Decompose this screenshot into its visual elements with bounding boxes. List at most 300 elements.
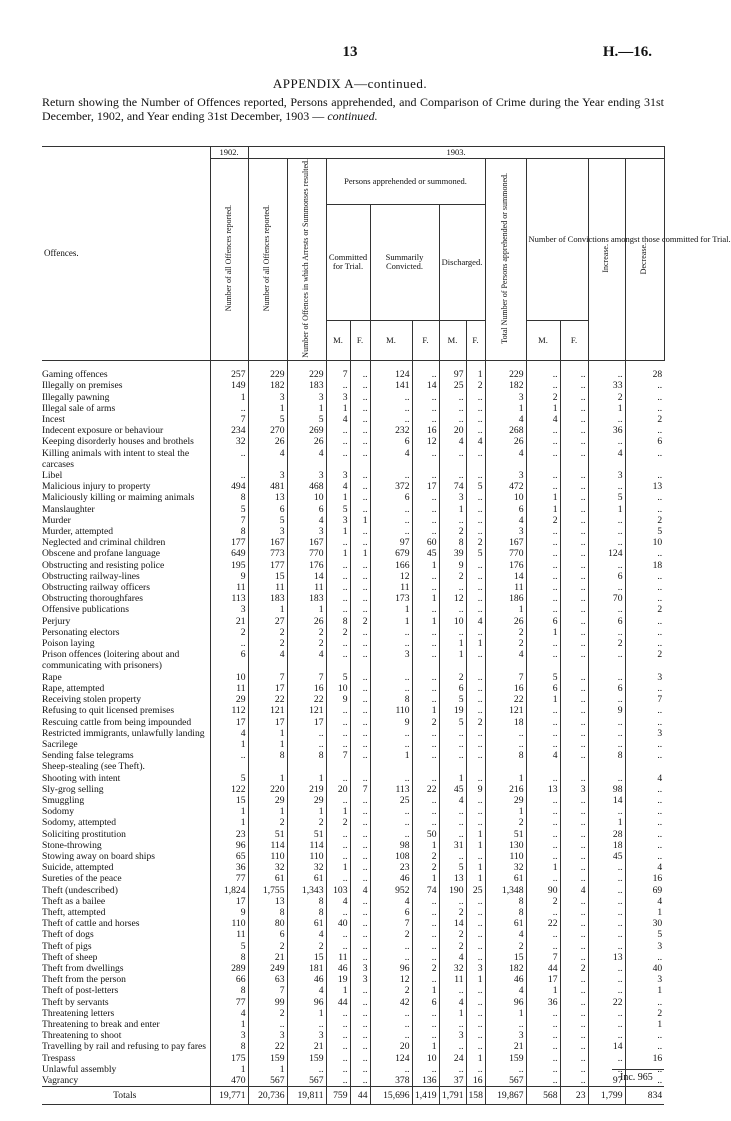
table-cell: .. [210,448,248,470]
table-row [42,952,664,963]
table-cell: .. [588,907,625,918]
table-cell: 177 [248,560,287,571]
table-cell: .. [588,526,625,537]
offence-name: Manslaughter [42,503,95,515]
table-cell: .. [350,403,370,414]
table-cell: .. [412,403,439,414]
table-cell: 1 [370,750,412,761]
table-cell: 1 [466,840,485,851]
table-cell: .. [350,1030,370,1041]
table-cell: .. [625,548,664,559]
offence-name: Murder, attempted [42,526,114,538]
offence-name: Illegally on premises [42,380,123,392]
table-cell: .. [350,997,370,1008]
table-cell: .. [588,941,625,952]
table-cell: .. [439,1064,466,1075]
table-cell: 17 [210,896,248,907]
totals-cell: 19,867 [485,1087,526,1105]
table-cell: 472 [485,481,526,492]
offence-name: Refusing to quit licensed premises [42,705,175,717]
table-cell: .. [625,1075,664,1087]
table-row [42,997,664,1008]
table-cell: 1 [588,817,625,828]
table-cell: .. [526,717,560,728]
table-cell: .. [412,638,439,649]
table-cell: 3 [439,492,466,503]
table-cell: 24 [439,1053,466,1064]
table-cell: 4 [485,448,526,470]
table-cell: 44 [326,997,350,1008]
table-cell: 1 [526,985,560,996]
table-cell: .. [588,1053,625,1064]
table-cell: 3 [326,515,350,526]
table-cell: 6 [526,616,560,627]
table-cell: 141 [370,380,412,391]
table-cell [485,761,526,772]
table-cell: 1 [625,985,664,996]
table-row [42,1075,664,1087]
table-cell: 2 [439,941,466,952]
table-cell: .. [526,929,560,940]
table-cell: .. [210,403,248,414]
table-cell: .. [560,1008,588,1019]
table-cell: 110 [370,705,412,716]
table-cell: 74 [439,481,466,492]
table-row [42,548,664,559]
table-cell: .. [625,952,664,963]
table-cell: .. [412,1064,439,1075]
table-cell: .. [625,683,664,694]
table-cell: .. [350,817,370,828]
table-cell: 46 [326,963,350,974]
table-cell: .. [560,728,588,739]
table-cell: 44 [526,963,560,974]
table-cell: 1 [439,1008,466,1019]
table-cell: 2 [370,929,412,940]
table-cell: .. [287,728,326,739]
table-cell: .. [412,582,439,593]
table-row [42,1053,664,1064]
table-cell: .. [625,571,664,582]
table-cell: .. [466,851,485,862]
offence-name: Threatening to break and enter [42,1018,160,1030]
table-cell: .. [588,739,625,750]
table-cell: 567 [485,1075,526,1087]
table-cell: 1 [588,403,625,414]
convictions-header: Number of Convictions amongst those committed for Trial. [526,159,588,321]
table-cell: 270 [248,425,287,436]
table-cell: 77 [210,997,248,1008]
table-cell: 5 [210,941,248,952]
table-cell: 25 [439,380,466,391]
offence-name: Sacrilege [42,738,78,750]
table-row [42,470,664,481]
table-cell: 2 [526,515,560,526]
table-cell: 1 [485,806,526,817]
table-cell: 1 [287,604,326,615]
offence-name: Trespass [42,1052,76,1064]
table-cell: 1 [526,504,560,515]
table-cell: 4 [210,728,248,739]
table-cell: .. [560,952,588,963]
offence-name: Theft by servants [42,996,109,1008]
table-cell: 1 [466,361,485,381]
table-cell: 5 [439,717,466,728]
table-cell: .. [625,392,664,403]
table-cell: 29 [287,795,326,806]
table-cell: .. [412,504,439,515]
table-cell: .. [560,896,588,907]
table-cell: 4 [287,649,326,671]
table-cell: 2 [412,717,439,728]
table-cell: .. [350,649,370,671]
table-row [42,941,664,952]
committed-m: M. [326,320,350,360]
offence-name: Poison laying [42,638,95,650]
table-cell: .. [350,705,370,716]
table-cell: .. [370,829,412,840]
table-cell: 6 [412,997,439,1008]
table-cell: .. [560,907,588,918]
totals-cell: 1,791 [439,1087,466,1105]
table-cell: 124 [370,361,412,381]
table-cell: 257 [210,361,248,381]
offence-name: Travelling by rail and refusing to pay fares [42,1041,207,1053]
table-cell: 1 [210,392,248,403]
table-cell: 26 [485,436,526,447]
table-cell: 136 [412,1075,439,1087]
table-cell: .. [439,750,466,761]
table-cell: 2 [287,638,326,649]
table-cell: 232 [370,425,412,436]
table-cell: 3 [248,470,287,481]
table-cell: .. [625,470,664,481]
table-cell: .. [625,705,664,716]
table-cell: 1 [287,1008,326,1019]
table-cell: 98 [370,840,412,851]
table-cell: 7 [248,985,287,996]
table-cell: .. [412,515,439,526]
totals-cell: 19,811 [287,1087,326,1105]
offence-name: Theft of sheep [42,951,98,963]
table-cell: .. [412,817,439,828]
table-cell: 6 [210,649,248,671]
table-cell: .. [526,470,560,481]
table-cell: 1 [466,829,485,840]
table-cell: 36 [210,862,248,873]
table-cell: .. [350,728,370,739]
table-cell: 6 [625,436,664,447]
table-cell: .. [326,582,350,593]
table-cell: .. [560,414,588,425]
table-cell: .. [625,829,664,840]
offence-name: Sureties of the peace [42,873,122,885]
table-cell: .. [560,616,588,627]
summarily-m: M. [370,320,412,360]
table-cell: .. [439,403,466,414]
table-cell: 8 [210,1041,248,1052]
table-cell: 5 [248,515,287,526]
table-cell: .. [326,571,350,582]
table-cell: .. [560,717,588,728]
table-cell: 2 [326,627,350,638]
table-cell: 16 [287,683,326,694]
table-cell: 6 [588,571,625,582]
table-cell: 15 [210,795,248,806]
table-cell: 4 [526,750,560,761]
table-cell: .. [588,963,625,974]
table-cell: 16 [625,1053,664,1064]
table-cell: .. [326,851,350,862]
totals-cell: 44 [350,1087,370,1105]
table-cell: 11 [210,683,248,694]
table-cell: .. [625,425,664,436]
table-cell: 11 [370,582,412,593]
title-text: Return showing the Number of Offences reported, Persons apprehended, and Comparison of Crime during the Year ending 31st December, 1902, and Year ending 31st December, 1903 — [42,95,664,123]
table-cell: .. [412,728,439,739]
table-cell: 5 [326,504,350,515]
table-cell: 61 [287,873,326,884]
table-cell: 13 [439,873,466,884]
table-cell: 90 [526,885,560,896]
table-cell: .. [412,806,439,817]
table-cell: .. [526,1053,560,1064]
table-cell: 229 [248,361,287,381]
table-cell: .. [326,1019,350,1030]
table-cell: .. [350,380,370,391]
totals-cell: 15,696 [370,1087,412,1105]
table-row [42,504,664,515]
table-cell: .. [350,537,370,548]
table-cell: .. [466,918,485,929]
table-cell: 175 [210,1053,248,1064]
table-cell: .. [326,1075,350,1087]
table-cell: 1 [248,739,287,750]
table-cell: .. [560,672,588,683]
table-cell: 4 [485,649,526,671]
table-row [42,526,664,537]
table-cell: 4 [248,649,287,671]
table-row [42,806,664,817]
reported-1903-header: Number of all Offences reported. [248,159,287,361]
table-cell: 1 [326,548,350,559]
table-cell: 249 [248,963,287,974]
table-cell: 22 [588,997,625,1008]
table-cell: .. [526,649,560,671]
offence-name: Illegally pawning [42,391,110,403]
table-cell: .. [412,896,439,907]
table-cell: .. [350,425,370,436]
offence-name: Sodomy, attempted [42,817,116,829]
table-cell: .. [466,985,485,996]
table-cell: 5 [439,862,466,873]
table-cell: .. [588,873,625,884]
table-cell: 113 [370,784,412,795]
table-cell: 216 [485,784,526,795]
table-cell: .. [412,795,439,806]
offence-name: Maliciously killing or maiming animals [42,492,195,504]
table-cell: .. [560,1019,588,1030]
table-cell: .. [588,481,625,492]
table-cell: .. [526,593,560,604]
table-cell: .. [588,672,625,683]
table-cell [412,761,439,772]
table-cell: 1 [625,907,664,918]
table-cell: .. [466,817,485,828]
table-row [42,403,664,414]
table-cell: .. [370,952,412,963]
table-cell: 80 [248,918,287,929]
table-row [42,448,664,470]
table-cell: 22 [412,784,439,795]
table-cell: 1 [210,1064,248,1075]
table-cell: 5 [439,694,466,705]
table-cell: 14 [588,795,625,806]
table-cell: 8 [588,750,625,761]
table-cell: .. [439,1019,466,1030]
table-cell: .. [560,795,588,806]
table-cell: 1 [248,1064,287,1075]
table-cell: .. [526,548,560,559]
table-cell: .. [526,806,560,817]
table-cell: 8 [287,896,326,907]
table-cell: 6 [248,504,287,515]
table-cell: 103 [326,885,350,896]
table-cell: .. [625,784,664,795]
table-cell: 1 [350,548,370,559]
table-cell: 269 [287,425,326,436]
table-cell: 1 [526,403,560,414]
table-cell: 470 [210,1075,248,1087]
offence-name: Rape, attempted [42,682,105,694]
table-cell: 66 [210,974,248,985]
table-row [42,582,664,593]
table-cell: .. [466,414,485,425]
table-cell: .. [560,1064,588,1075]
table-cell: .. [485,739,526,750]
table-row [42,492,664,503]
table-cell: 2 [560,963,588,974]
table-cell: .. [466,683,485,694]
table-cell: .. [370,414,412,425]
table-cell [625,761,664,772]
table-cell: 2 [625,1008,664,1019]
table-cell: .. [439,896,466,907]
table-cell: .. [350,851,370,862]
table-cell: 2 [439,526,466,537]
table-cell: 6 [485,504,526,515]
table-cell: 1 [412,873,439,884]
table-cell: 17 [412,481,439,492]
table-cell: 11 [326,952,350,963]
table-cell: 567 [248,1075,287,1087]
table-cell: 220 [248,784,287,795]
table-cell: .. [210,638,248,649]
table-cell: 61 [485,873,526,884]
table-cell: .. [560,638,588,649]
table-body [42,361,664,1105]
table-cell: 1 [370,604,412,615]
table-cell: .. [625,817,664,828]
table-cell: 3 [248,1030,287,1041]
table-row [42,694,664,705]
summarily-f: F. [412,320,439,360]
table-cell: 2 [485,627,526,638]
table-cell: 8 [210,985,248,996]
table-cell: 113 [210,593,248,604]
table-cell: 11 [287,582,326,593]
table-cell: .. [625,1041,664,1052]
offence-name: Theft from dwellings [42,962,124,974]
table-cell: .. [439,470,466,481]
table-cell: 96 [485,997,526,1008]
table-cell: .. [625,739,664,750]
table-cell: 17 [526,974,560,985]
table-cell: 1 [326,806,350,817]
table-row [42,851,664,862]
table-cell: .. [466,403,485,414]
table-cell: .. [588,918,625,929]
table-row [42,929,664,940]
table-cell: 372 [370,481,412,492]
table-cell: .. [485,1019,526,1030]
table-row [42,593,664,604]
committed-f: F. [350,320,370,360]
table-cell: 110 [485,851,526,862]
table-row [42,829,664,840]
table-cell: 2 [625,604,664,615]
table-cell: 2 [625,414,664,425]
table-cell: 183 [287,593,326,604]
table-cell: 16 [485,683,526,694]
table-cell: .. [588,582,625,593]
table-cell: .. [466,795,485,806]
table-cell: .. [350,436,370,447]
offence-name: Sheep-stealing (see Theft). [42,761,145,773]
table-cell: .. [412,627,439,638]
table-cell: .. [526,840,560,851]
table-cell: .. [560,548,588,559]
table-cell: 1 [248,806,287,817]
table-cell: 22 [287,694,326,705]
table-cell: .. [588,806,625,817]
table-cell: 7 [210,515,248,526]
table-cell: 1 [326,492,350,503]
table-cell: .. [466,627,485,638]
table-row [42,627,664,638]
table-cell: 28 [588,829,625,840]
table-row [42,750,664,761]
table-cell: 1 [412,1041,439,1052]
table-cell: 10 [625,537,664,548]
table-cell: 20 [326,784,350,795]
offence-name: Restricted immigrants, unlawfully landing [42,727,205,739]
table-cell: .. [526,638,560,649]
table-cell: 7 [248,672,287,683]
table-cell: .. [370,504,412,515]
table-cell: .. [350,750,370,761]
table-cell: 8 [326,616,350,627]
table-cell: 21 [287,1041,326,1052]
table-cell: .. [588,717,625,728]
table-cell: 2 [350,616,370,627]
totals-cell: 23 [560,1087,588,1105]
table-cell: 1 [248,604,287,615]
convictions-f: F. [560,320,588,360]
offence-name: Theft of post-letters [42,985,119,997]
table-cell: 1 [526,627,560,638]
table-cell: 6 [287,504,326,515]
